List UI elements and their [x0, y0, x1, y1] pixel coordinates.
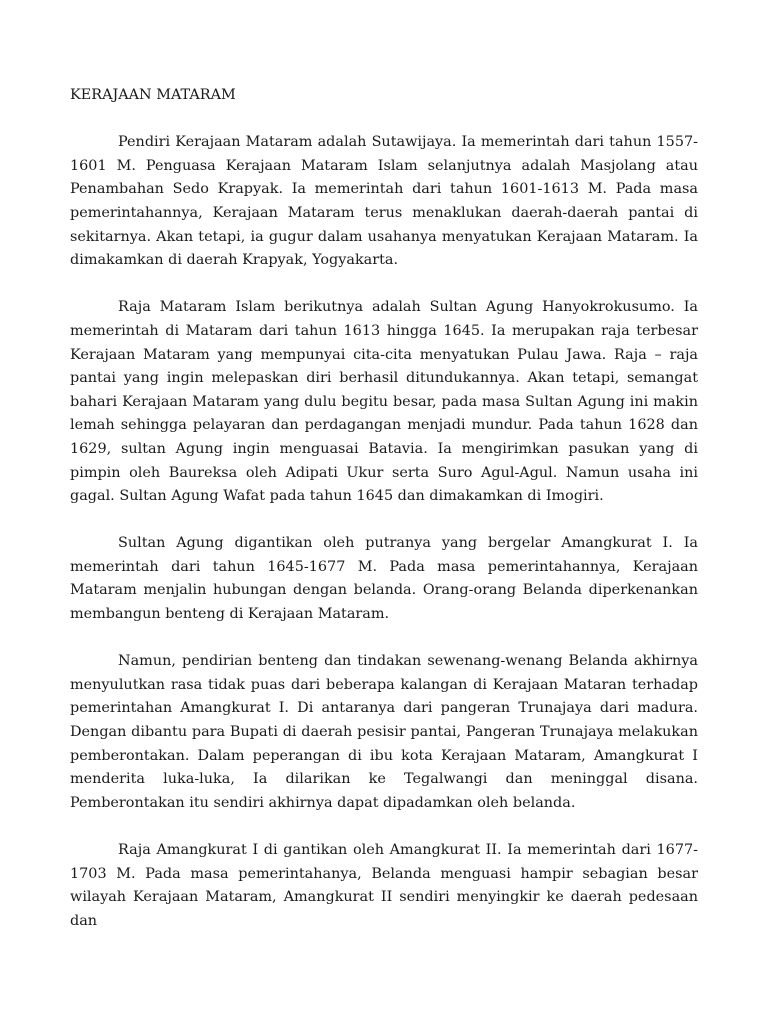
- paragraph-2: Raja Mataram Islam berikutnya adalah Sultan Agung Hanyokrokusumo. Ia memerintah di Mataram dari tahun 1613 hingga 1645. Ia merupakan raja terbesar Kerajaan Mataram yang mempunyai cita-cita menyatukan Pulau Jawa. Raja – raja pantai yang ingin melepaskan diri berhasil ditundukannya. Akan tetapi, semangat bahari Kerajaan Mataram yang dulu begitu besar, pada masa Sultan Agung ini makin lemah sehingga pelayaran dan perdagangan menjadi mundur. Pada tahun 1628 dan 1629, sultan Agung ingin menguasai Batavia. Ia mengirimkan pasukan yang di pimpin oleh Baureksa oleh Adipati Ukur serta Suro Agul-Agul. Namun usaha ini gagal. Sultan Agung Wafat pada tahun 1645 dan dimakamkan di Imogiri.: [70, 299, 698, 505]
- paragraph-3: Sultan Agung digantikan oleh putranya yang bergelar Amangkurat I. Ia memerintah dari tahun 1645-1677 M. Pada masa pemerintahannya, Kerajaan Mataram menjalin hubungan dengan belanda. Orang-orang Belanda diperkenankan membangun benteng di Kerajaan Mataram.: [70, 535, 698, 623]
- paragraph-4: Namun, pendirian benteng dan tindakan sewenang-wenang Belanda akhirnya menyulutkan rasa tidak puas dari beberapa kalangan di Kerajaan Mataran terhadap pemerintahan Amangkurat I. Di antaranya dari pangeran Trunajaya dari madura. Dengan dibantu para Bupati di daerah pesisir pantai, Pangeran Trunajaya melakukan pemberontakan. Dalam peperangan di ibu kota Kerajaan Mataram, Amangkurat I menderita luka-luka, Ia dilarikan ke Tegalwangi dan meninggal disana. Pemberontakan itu sendiri akhirnya dapat dipadamkan oleh belanda.: [70, 653, 698, 811]
- document-body: [70, 84, 698, 957]
- paragraph-1: Pendiri Kerajaan Mataram adalah Sutawijaya. Ia memerintah dari tahun 1557-1601 M. Penguasa Kerajaan Mataram Islam selanjutnya adalah Masjolang atau Penambahan Sedo Krapyak. Ia memerintah dari tahun 1601-1613 M. Pada masa pemerintahannya, Kerajaan Mataram terus menaklukan daerah-daerah pantai di sekitarnya. Akan tetapi, ia gugur dalam usahanya menyatukan Kerajaan Mataram. Ia dimakamkan di daerah Krapyak, Yogyakarta.: [70, 134, 698, 269]
- document-title: KERAJAAN MATARAM: [70, 87, 236, 103]
- paragraph-5: Raja Amangkurat I di gantikan oleh Amangkurat II. Ia memerintah dari 1677-1703 M. Pada masa pemerintahanya, Belanda menguasi hampir sebagian besar wilayah Kerajaan Mataram, Amangkurat II sendiri menyingkir ke daerah pedesaan dan: [70, 842, 698, 929]
